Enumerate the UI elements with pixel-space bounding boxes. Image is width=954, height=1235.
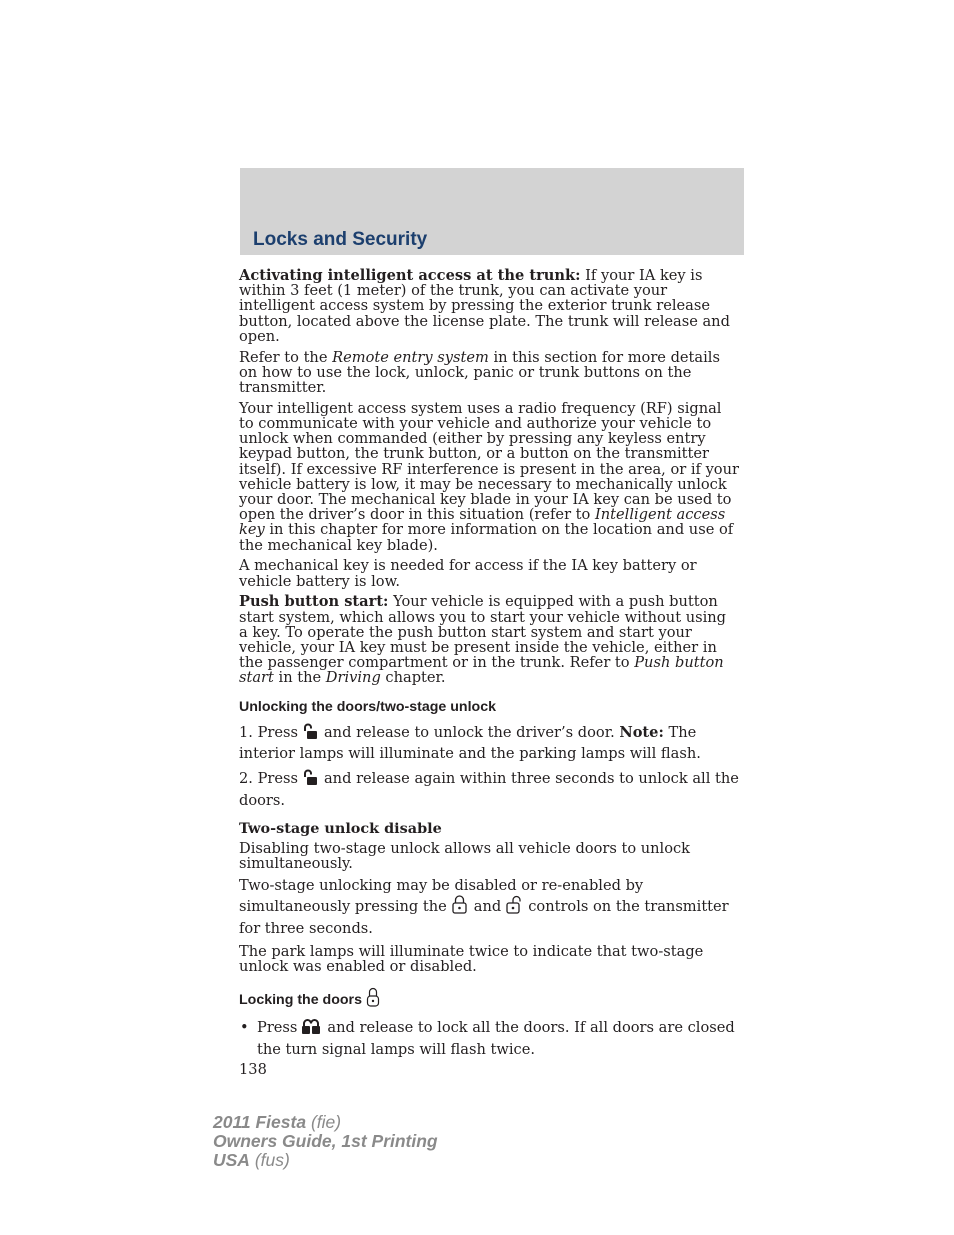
disable-post: controls on the transmitter for three seconds. [239,898,729,937]
step1-pre: 1. Press [239,723,298,741]
footer-model-code: (fie) [306,1112,342,1132]
push-post: chapter. [380,669,446,687]
step1-tail: The interior lamps will illuminate and the parking lamps will flash. [239,723,701,763]
disable-pre: Two-stage unlocking may be disabled or re-enabled by simultaneously pressing the [239,876,644,916]
locking-pre: Press [257,1019,298,1037]
step2-post: and release again within three seconds to unlock all the doors. [239,770,739,810]
footer-line-1 [213,1113,438,1132]
locking-heading-text: Locking the doors [239,992,362,1009]
footer-market: USA [213,1150,250,1170]
unlock-step-2 [239,769,739,810]
heading-locking-doors [239,987,739,1012]
unlock-step-1 [239,723,739,764]
push-pre: Your vehicle is equipped with a push button start system, which allows you to start your vehicle without using a key. To operate the push button start system and start your vehicle, your IA key must be present inside the vehicle, either in the passenger compartment or in the trunk. Refer to [239,593,726,672]
paragraph-mechanical-key: A mechanical key is needed for access if the IA key battery or vehicle battery is low. [239,557,697,590]
remote-entry-reference: Remote entry system [332,348,489,366]
refer-post: in this section for more details on how to use the lock, unlock, panic or trunk buttons on the transmitter. [239,348,720,397]
intelligent-access-key-reference: Intelligent access key [239,506,726,539]
paragraph-disable-intro: Disabling two-stage unlock allows all vehicle doors to unlock simultaneously. [239,839,691,872]
paragraph-refer-remote [239,350,739,396]
footer-market-code: (fus) [249,1150,290,1170]
section-title: Locks and Security [253,229,428,250]
heading-unlocking-doors: Unlocking the doors/two-stage unlock [239,698,496,715]
trunk-lead: Activating intelligent access at the trunk: [239,267,581,284]
step1-post: and release to unlock the driver’s door. [323,723,620,741]
page-number: 138 [239,1060,267,1078]
footer-line-3 [213,1151,438,1170]
note-label: Note: [619,723,664,741]
driving-chapter-reference: Driving [325,669,381,687]
refer-pre: Refer to the [239,348,333,366]
push-mid: in the [273,669,326,687]
disable-and: and [473,898,502,916]
paragraph-disable-instructions [239,877,739,939]
unlock-icon [302,769,318,792]
paragraph-park-lamps: The park lamps will illuminate twice to indicate that two-stage unlock was enabled or disabled. [239,943,704,976]
locking-post: and release to lock all the doors. If all doors are closed the turn signal lamps will flash twice. [257,1019,735,1058]
step2-pre: 2. Press [239,770,298,788]
footer-line-2: Owners Guide, 1st Printing [213,1131,438,1151]
paragraph-trunk-access [239,268,739,344]
unlock-icon [302,723,318,746]
paragraph-rf-signal [239,401,739,553]
lock-icon [301,1019,321,1041]
heading-two-stage-unlock-disable: Two-stage unlock disable [239,819,442,837]
unlock-outline-icon [505,895,522,920]
push-lead: Push button start: [239,593,389,611]
locking-bullet [239,1019,739,1059]
trunk-text: If your IA key is within 3 feet (1 meter) of the trunk, you can activate your intelligent access system by pressing the exterior trunk release button, located above the license plate. The trunk will release and open. [239,267,730,345]
paragraph-push-button-start [239,594,739,685]
push-button-start-reference: Push button start [239,654,724,687]
footer-model: 2011 Fiesta [213,1112,307,1132]
rf-post: in this chapter for more information on the location and use of the mechanical key blade). [239,521,734,554]
rf-pre: Your intelligent access system uses a radio frequency (RF) signal to communicate with your vehicle and authorize your vehicle to unlock when commanded (either by pressing any keyless entry keypad button, the trunk button, or a button on the transmitter itself). If excessive RF interference is present in the area, or if your vehicle battery is low, it may be necessary to mechanically unlock your door. The mechanical key blade in your IA key can be used to open the driver’s door in this situation (refer to [239,399,739,524]
lock-outline-icon [366,987,380,1012]
footer-edition [213,1113,438,1170]
bullet-dot: • [240,1019,249,1037]
lock-outline-icon [451,895,468,920]
page-content [239,268,739,1077]
